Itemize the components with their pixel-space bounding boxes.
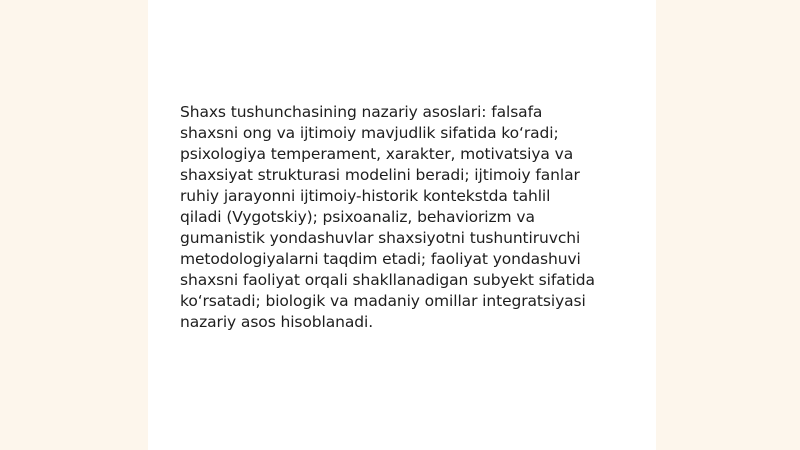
- text-line: metodologiyalarni taqdim etadi; faoliyat yondashuvi: [180, 250, 581, 268]
- text-line: ruhiy jarayonni ijtimoiy-historik kontekstda tahlil: [180, 187, 551, 205]
- body-paragraph: [180, 102, 630, 333]
- text-line: shaxsni ong va ijtimoiy mavjudlik sifatida ko‘radi;: [180, 124, 559, 142]
- document-page: [148, 0, 656, 450]
- text-line: Shaxs tushunchasining nazariy asoslari: falsafa: [180, 103, 543, 121]
- text-line: qiladi (Vygotskiy); psixoanaliz, behaviorizm va: [180, 208, 535, 226]
- text-line: nazariy asos hisoblanadi.: [180, 313, 374, 331]
- text-line: psixologiya temperament, xarakter, motivatsiya va: [180, 145, 574, 163]
- text-line: gumanistik yondashuvlar shaxsiyotni tushuntiruvchi: [180, 229, 581, 247]
- text-line: shaxsni faoliyat orqali shakllanadigan subyekt sifatida: [180, 271, 595, 289]
- text-line: ko‘rsatadi; biologik va madaniy omillar integratsiyasi: [180, 292, 586, 310]
- text-line: shaxsiyat strukturasi modelini beradi; ijtimoiy fanlar: [180, 166, 580, 184]
